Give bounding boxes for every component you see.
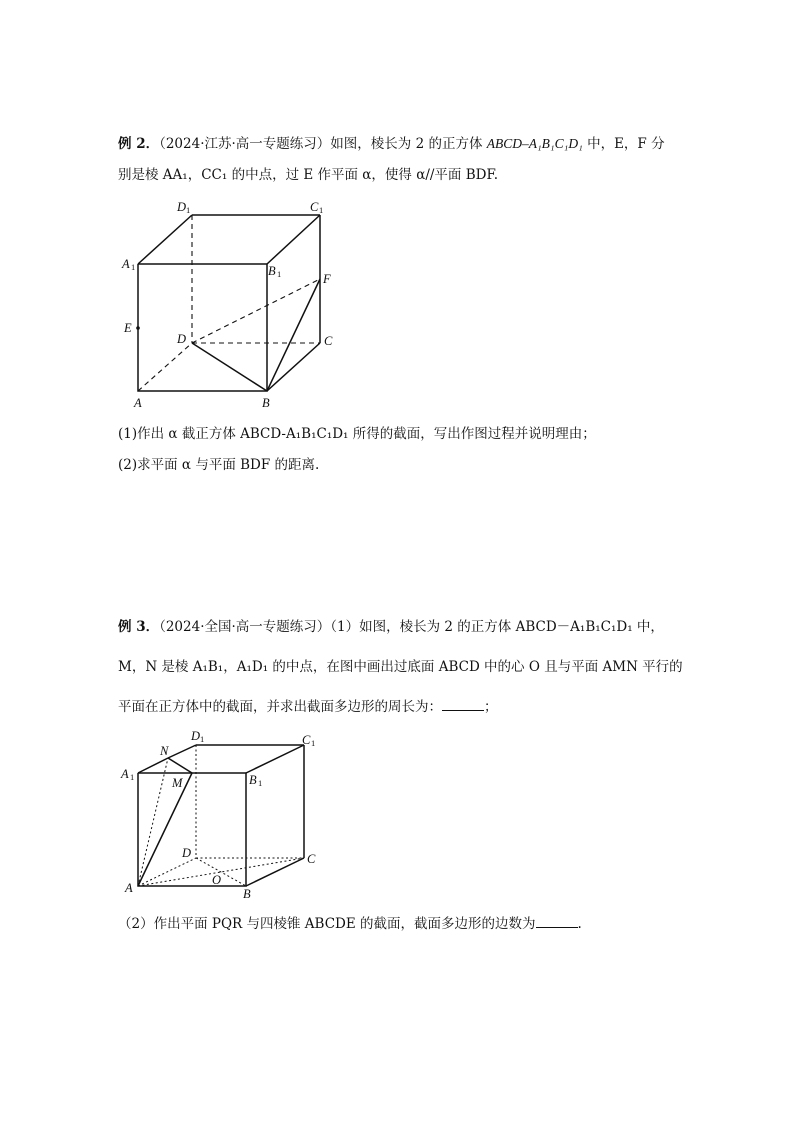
cube3-label-o: O — [212, 873, 222, 887]
example-2-cube-name: ABCD–A₁B₁C₁D₁ — [486, 136, 583, 151]
cube3-label-a1: A — [121, 767, 129, 781]
example-3-question-2-end: . — [577, 916, 582, 932]
cube2-label-f: F — [323, 272, 331, 286]
cube2-label-c1-sub: 1 — [319, 205, 324, 215]
cube2-label-d: D — [177, 332, 187, 346]
cube2-label-b1: B — [268, 264, 276, 278]
example-2-question-1: (1)作出 α 截正方体 ABCD-A₁B₁C₁D₁ 所得的截面，写出作图过程并说明理由； — [118, 426, 596, 442]
example-2-line-1-rest: 中，E，F 分 — [582, 136, 665, 152]
example-3-line-1-text: （2024·全国·高一专题练习）（1）如图，棱长为 2 的正方体 ABCD－A₁B₁C₁D₁ 中， — [159, 619, 664, 635]
cube3-hidden-ad — [138, 858, 196, 886]
cube3-edge-nm — [168, 758, 192, 773]
cube3-label-a: A — [125, 881, 133, 895]
cube2-label-e: E — [124, 321, 132, 335]
cube3-label-c1-sub: 1 — [311, 738, 316, 748]
example-2-label: 例 2． — [118, 136, 160, 152]
cube2-label-c: C — [324, 334, 333, 348]
example-3-question-2-text: （2）作出平面 PQR 与四棱锥 ABCDE 的截面，截面多边形的边数为 — [118, 916, 536, 932]
cube2-label-b: B — [262, 396, 270, 410]
cube3-edge-nd1 — [168, 745, 196, 758]
cube2-label-b1-sub: 1 — [277, 269, 282, 279]
cube3-label-m: M — [172, 776, 183, 790]
example-3-answer-blank-2 — [536, 914, 578, 928]
example-2-question-2: (2)求平面 α 与平面 BDF 的距离. — [118, 457, 320, 473]
cube3-label-d1-sub: 1 — [200, 734, 205, 744]
cube3-front-face — [138, 773, 246, 886]
cube2-label-a1-sub: 1 — [131, 262, 136, 272]
cube2-label-c1: C — [310, 200, 319, 214]
example-2-line-2: 别是棱 AA₁，CC₁ 的中点，过 E 作平面 α，使得 α//平面 BDF. — [118, 167, 499, 183]
cube3-label-d1: D — [191, 729, 201, 743]
cube3-label-n: N — [160, 744, 169, 758]
example-3-label: 例 3． — [118, 619, 160, 635]
cube3-edge-a1n — [138, 758, 168, 773]
cube2-label-a: A — [134, 396, 142, 410]
cube3-label-c1: C — [302, 733, 311, 747]
cube2-label-a1: A — [122, 257, 130, 271]
cube2-label-d1: D — [177, 200, 187, 214]
cube3-edge-bc — [246, 858, 304, 886]
cube2-label-d1-sub: 1 — [186, 205, 191, 215]
cube3-label-b1: B — [249, 773, 257, 787]
cube3-label-c: C — [307, 852, 316, 866]
example-3-line-2: M，N 是棱 A₁B₁，A₁D₁ 的中点，在图中画出过底面 ABCD 中的心 O 且与平面 AMN 平行的 — [118, 659, 683, 675]
cube3-label-a1-sub: 1 — [130, 772, 135, 782]
example-3-line-3-end: ； — [484, 699, 498, 715]
cube3-label-b: B — [243, 887, 251, 901]
cube3-label-b1-sub: 1 — [258, 778, 263, 788]
example-2-source: （2024·江苏·高一专题练习）如图，棱长为 2 的正方体 — [159, 136, 487, 152]
example-3-question-2 — [118, 914, 582, 933]
cube3-hidden-an — [138, 758, 168, 886]
cube3-label-d: D — [182, 846, 192, 860]
cube3-edge-am — [138, 773, 192, 886]
cube3-edge-b1c1 — [246, 745, 304, 773]
example-3-line-3-text: 平面在正方体中的截面，并求出截面多边形的周长为： — [118, 699, 442, 715]
